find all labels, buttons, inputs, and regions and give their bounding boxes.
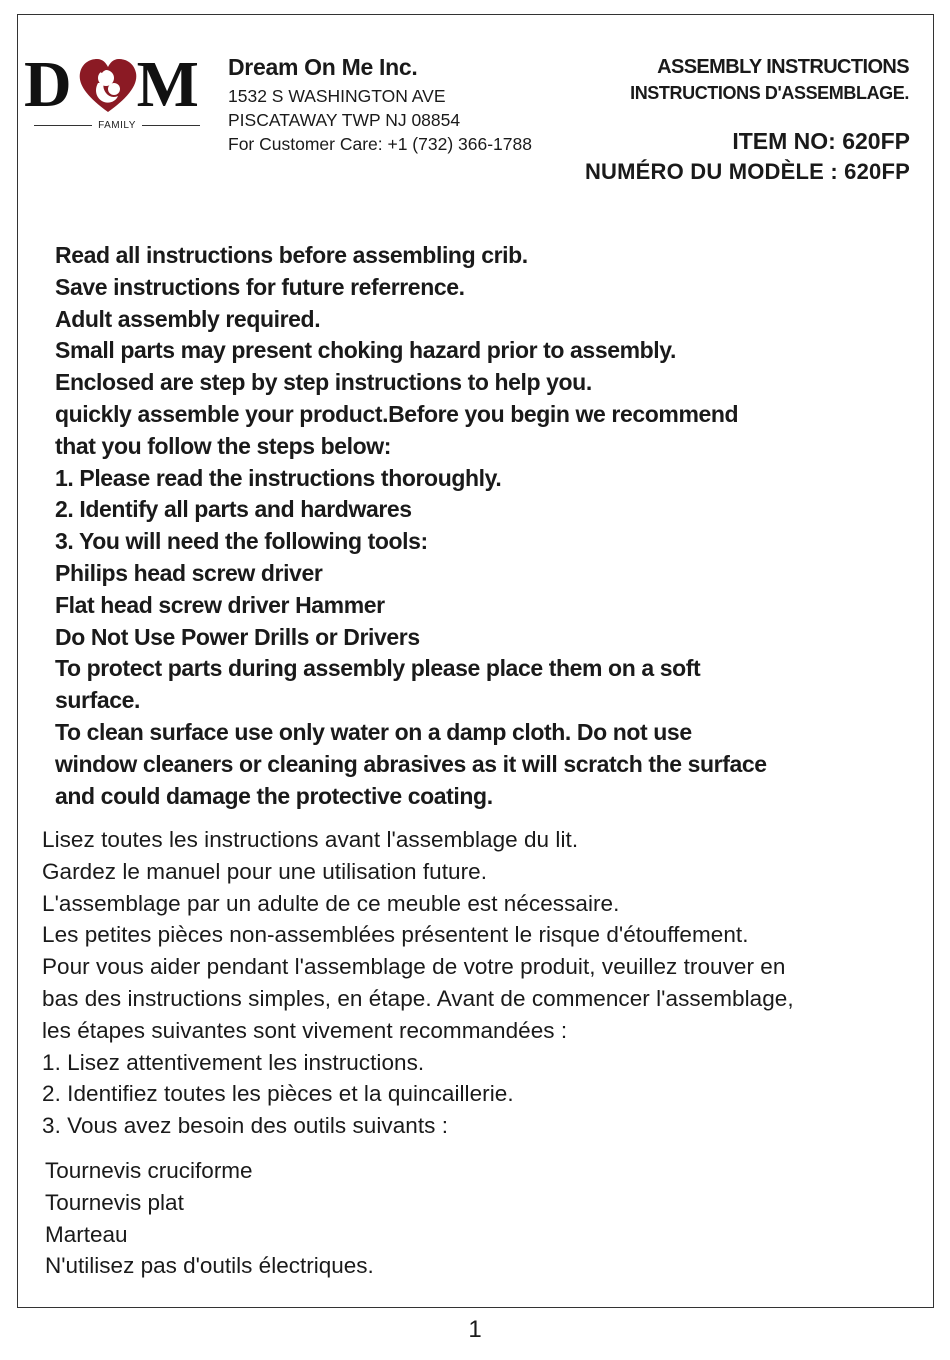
logo-family-label: FAMILY [24, 120, 210, 131]
instruction-line-fr: L'assemblage par un adulte de ce meuble est nécessaire. [42, 890, 620, 916]
mother-child-heart-icon [76, 56, 140, 116]
instruction-line-fr: bas des instructions simples, en étape. Avant de commencer l'assemblage, [42, 985, 794, 1011]
address-line-2: PISCATAWAY TWP NJ 08854 [228, 110, 461, 130]
instruction-line-fr: Les petites pièces non-assemblées présentent le risque d'étouffement. [42, 922, 749, 948]
instruction-line: To protect parts during assembly please place them on a soft [55, 655, 701, 682]
address-line-1: 1532 S WASHINGTON AVE [228, 86, 446, 106]
instruction-line: window cleaners or cleaning abrasives as it will scratch the surface [55, 750, 767, 777]
item-number-en: ITEM NO: 620FP [732, 128, 910, 154]
instructions-french [42, 824, 932, 1142]
instruction-line: that you follow the steps below: [55, 432, 392, 459]
dom-family-logo [24, 48, 210, 138]
tools-list-french [45, 1155, 374, 1282]
item-number-fr: NUMÉRO DU MODÈLE : 620FP [584, 159, 910, 184]
instruction-line-fr: 2. Identifiez toutes les pièces et la quincaillerie. [42, 1081, 514, 1107]
instruction-line: and could damage the protective coating. [55, 782, 493, 809]
logo-letter-d: D [24, 48, 71, 121]
instruction-line: Flat head screw driver Hammer [55, 591, 385, 618]
instruction-line: surface. [55, 687, 141, 714]
customer-care-phone: For Customer Care: +1 (732) 366-1788 [228, 134, 532, 154]
instruction-line: Adult assembly required. [55, 305, 321, 332]
instructions-english [55, 240, 885, 812]
assembly-title-fr: INSTRUCTIONS D'ASSEMBLAGE. [630, 83, 909, 103]
instruction-line: 2. Identify all parts and hardwares [55, 496, 412, 523]
instruction-line: Read all instructions before assembling crib. [55, 242, 528, 268]
instruction-line: 3. You will need the following tools: [55, 528, 428, 555]
instruction-line: Do Not Use Power Drills or Drivers [55, 623, 420, 650]
instruction-line: Save instructions for future referrence. [55, 273, 465, 300]
instruction-line: 1. Please read the instructions thoroughly. [55, 464, 502, 491]
item-number-block [585, 128, 910, 185]
instruction-line-fr: 1. Lisez attentivement les instructions. [42, 1049, 425, 1075]
tool-item: Tournevis cruciforme [45, 1158, 253, 1183]
instruction-line: Small parts may present choking hazard prior to assembly. [55, 337, 676, 364]
company-info [228, 54, 532, 156]
instruction-line-fr: 3. Vous avez besoin des outils suivants : [42, 1113, 449, 1139]
instruction-line: quickly assemble your product.Before you begin we recommend [55, 400, 739, 427]
instruction-line-fr: les étapes suivantes sont vivement recommandées : [42, 1017, 568, 1043]
page-number: 1 [468, 1316, 482, 1343]
instruction-line-fr: Pour vous aider pendant l'assemblage de votre produit, veuillez trouver en [42, 954, 786, 980]
instruction-line-fr: Gardez le manuel pour une utilisation future. [42, 858, 488, 884]
assembly-title-en: ASSEMBLY INSTRUCTIONS [657, 56, 909, 78]
logo-letter-m: M [136, 48, 198, 121]
instruction-line-fr: Lisez toutes les instructions avant l'assemblage du lit. [42, 827, 579, 852]
tool-item: Marteau [45, 1221, 128, 1247]
assembly-heading [630, 56, 909, 104]
instruction-line: Philips head screw driver [55, 559, 323, 586]
instruction-line: Enclosed are step by step instructions to help you. [55, 369, 592, 396]
company-name: Dream On Me Inc. [228, 54, 418, 80]
tool-item: N'utilisez pas d'outils électriques. [45, 1253, 374, 1279]
instruction-line: To clean surface use only water on a damp cloth. Do not use [55, 718, 692, 745]
tool-item: Tournevis plat [45, 1189, 184, 1215]
